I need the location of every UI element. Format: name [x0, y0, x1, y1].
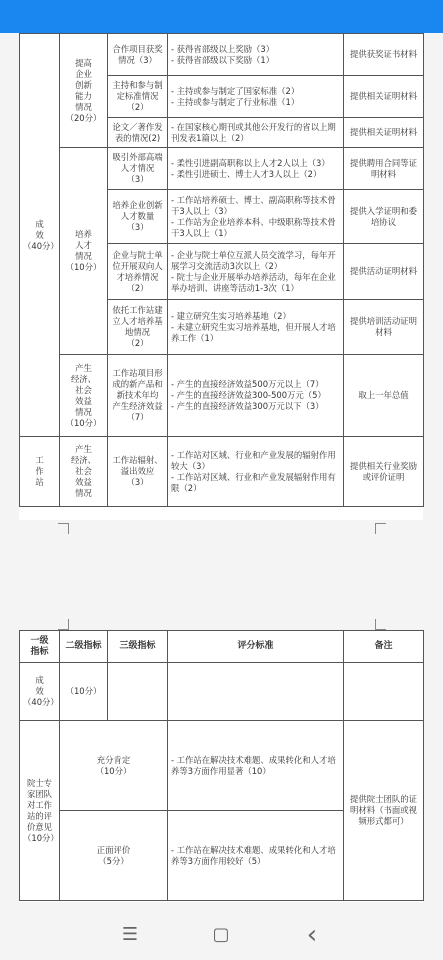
scoring-table-2 [19, 630, 424, 901]
level2-cell: 产生 经济、 社会 效益 情况 [60, 437, 108, 507]
header-level2: 二级指标 [60, 631, 108, 663]
scoring-table-1 [19, 33, 424, 507]
criteria-cell: - 工作站培养硕士、博士、副高职称等技术骨干3人以上（3） - 工作站为企业培养本科、中级职称等技术骨干3人以上（1） [168, 190, 344, 244]
level1-cell: 工 作 站 [20, 437, 60, 507]
crop-mark [58, 619, 69, 630]
note-cell: 取上一年总值 [344, 355, 424, 437]
note-cell: 提供相关行业奖励或评价证明 [344, 437, 424, 507]
criteria-cell: - 工作站在解决技术难题、成果转化和人才培养等3方面作用较好（5） [168, 811, 344, 901]
home-button[interactable] [201, 915, 241, 955]
level2-cell: 充分肯定 （10分） [60, 721, 168, 811]
level3-cell: 培养企业创新 人才数量 （3） [108, 190, 168, 244]
document-page-2 [19, 630, 423, 902]
criteria-cell: - 主持或参与制定了国家标准（2） - 主持或参与制定了行业标准（1） [168, 76, 344, 118]
criteria-cell: - 企业与院士单位互派人员交流学习，每年开展学习交流活动3次以上（2） - 院士与企业开展举办培养活动，每年在企业举办培训、讲座等活动1-3次（1） [168, 244, 344, 300]
level2-cell: 产生 经济、 社会 效益 情况 （10分） [60, 355, 108, 437]
criteria-cell [168, 663, 344, 721]
note-cell: 提供获奖证书材料 [344, 34, 424, 76]
level2-cell: 正面评价 （5分） [60, 811, 168, 901]
note-cell: 提供入学证明和委培协议 [344, 190, 424, 244]
crop-mark [375, 619, 386, 630]
level1-cell: 成 效 （40分） [20, 34, 60, 437]
menu-icon: ☰ [121, 924, 139, 945]
note-cell: 提供院士团队的证明材料（书面或视频形式都可） [344, 721, 424, 901]
level3-cell: 吸引外部高端 人才情况 （3） [108, 148, 168, 190]
level1-cell: 院士专 家团队 对工作 站的评 价意见 （10分） [20, 721, 60, 901]
header-level1: 一级 指标 [20, 631, 60, 663]
level3-cell: 主持和参与制 定标准情况 （2） [108, 76, 168, 118]
note-cell: 提供聘用合同等证明材料 [344, 148, 424, 190]
home-icon: ▢ [212, 924, 230, 945]
criteria-cell: - 柔性引进副高职称以上人才2人以上（3） - 柔性引进硕士、博士人才3人以上（2） [168, 148, 344, 190]
header-criteria: 评分标准 [168, 631, 344, 663]
header-note: 备注 [344, 631, 424, 663]
level3-cell: 论文／著作发 表的情况(2) [108, 118, 168, 148]
level3-cell: 工作站辐射、 溢出效应 （3） [108, 437, 168, 507]
crop-mark [58, 523, 69, 534]
status-bar [0, 0, 443, 33]
level3-cell: 依托工作站建 立人才培养基 地情况 （2） [108, 300, 168, 355]
level1-cell: 成 效 （40分） [20, 663, 60, 721]
header-level3: 三级指标 [108, 631, 168, 663]
back-button[interactable] [292, 915, 332, 955]
note-cell: 提供培训活动证明材料 [344, 300, 424, 355]
menu-button[interactable] [110, 915, 150, 955]
note-cell [344, 663, 424, 721]
crop-mark [375, 523, 386, 534]
criteria-cell: - 产生的直接经济效益500万元以上（7） - 产生的直接经济效益300-500万元（5） - 产生的直接经济效益300万元以下（3） [168, 355, 344, 437]
note-cell: 提供活动证明材料 [344, 244, 424, 300]
criteria-cell: - 在国家核心期刊或其他公开发行的省以上期刊发表1篇以上（2） [168, 118, 344, 148]
level3-cell: 工作站项目形 成的新产品和 新技术年均 产生经济效益 （7） [108, 355, 168, 437]
system-nav-bar [0, 915, 443, 955]
level2-cell: 提高 企业 创新 能力 情况 （20分） [60, 34, 108, 148]
level2-cell: 培养 人才 情况 （10分） [60, 148, 108, 355]
criteria-cell: - 工作站对区域、行业和产业发展的辐射作用较大（3） - 工作站对区域、行业和产业发展辐射作用有限（2） [168, 437, 344, 507]
level2-cell: （10分） [60, 663, 108, 721]
criteria-cell: - 获得省部级以上奖励（3） - 获得省部级以下奖励（1） [168, 34, 344, 76]
level3-cell: 企业与院士单 位开展双向人 才培养情况 （2） [108, 244, 168, 300]
note-cell: 提供相关证明材料 [344, 118, 424, 148]
document-page-1 [19, 33, 423, 520]
back-icon: ‹ [306, 920, 318, 950]
level3-cell [108, 663, 168, 721]
note-cell: 提供相关证明材料 [344, 76, 424, 118]
level3-cell: 合作项目获奖 情况（3） [108, 34, 168, 76]
criteria-cell: - 建立研究生实习培养基地（2） - 未建立研究生实习培养基地，但开展人才培养工作（1） [168, 300, 344, 355]
criteria-cell: - 工作站在解决技术难题、成果转化和人才培养等3方面作用显著（10） [168, 721, 344, 811]
